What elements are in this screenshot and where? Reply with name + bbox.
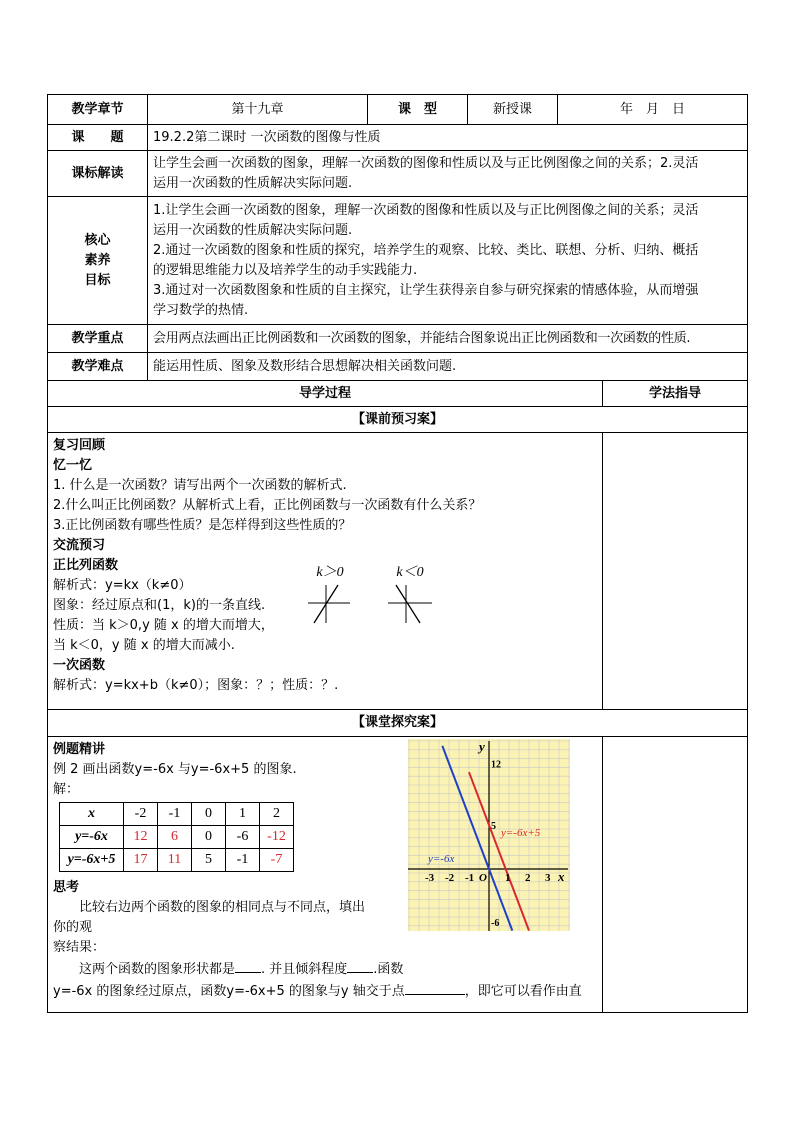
goal-line: 3.通过对一次函数图象和性质的自主探究，让学生获得亲自参与研究探索的情感体验，从而增强 xyxy=(153,282,699,298)
row1-value: 6 xyxy=(158,826,192,849)
fill-text: 这两个函数的图象形状都是 xyxy=(79,962,236,977)
y-tick-label: 5 xyxy=(491,821,496,832)
linear-title: 一次函数 xyxy=(53,658,106,673)
decreasing-line xyxy=(396,585,420,623)
key-point-label: 教学重点 xyxy=(48,325,148,353)
row1-value: 12 xyxy=(124,826,158,849)
review-title: 复习回顾 xyxy=(53,438,106,453)
lesson-plan-table xyxy=(47,94,748,1013)
key-point-text: 会用两点法画出正比例函数和一次函数的图象，并能结合图象说出正比例函数和一次函数的性质. xyxy=(148,325,748,353)
linear-line: 解析式：y=kx+b（k≠0）；图象：？；性质：？. xyxy=(53,678,339,693)
proportional-line: 解析式：y=kx（k≠0） xyxy=(53,578,192,593)
row1-value: -12 xyxy=(260,826,294,849)
blank-slope[interactable] xyxy=(347,958,373,973)
goal-line: 的逻辑思维能力以及培养学生的动手实践能力. xyxy=(153,262,418,278)
standard-text xyxy=(148,151,748,197)
row1-value: -6 xyxy=(226,826,260,849)
solution-label: 解： xyxy=(53,782,80,797)
goals-label-line: 核心 xyxy=(84,232,111,248)
function-graph xyxy=(408,739,570,931)
red-line-label: y=-6x+5 xyxy=(501,826,541,839)
y-tick-label: 12 xyxy=(491,759,501,771)
date-field: 年 月 日 xyxy=(558,95,748,125)
goals-label-line: 素养 xyxy=(84,252,111,268)
think-title: 思考 xyxy=(53,880,80,895)
goal-line: 运用一次函数的性质解决实际问题. xyxy=(153,222,353,238)
think-line: 察结果： xyxy=(53,940,106,955)
fill-text: .函数 xyxy=(373,962,404,977)
row2-value: 5 xyxy=(192,849,226,872)
graph-k-negative xyxy=(384,565,436,625)
goals-label-line: 目标 xyxy=(84,272,111,288)
row2-label: y=-6x+5 xyxy=(60,849,124,872)
proportional-title: 正比列函数 xyxy=(53,558,119,573)
standard-line: 让学生会画一次函数的图象，理解一次函数的图像和性质以及与正比例图像之间的关系；2.灵活 xyxy=(153,155,699,171)
proportional-line: 当 k＜0，y 随 x 的增大而减小. xyxy=(53,638,235,653)
blank-intersection[interactable] xyxy=(405,980,465,995)
exchange-title: 交流预习 xyxy=(53,538,106,553)
explore-content xyxy=(48,737,603,1013)
x-tick-label: -2 xyxy=(445,872,455,884)
think-line: 你的观 xyxy=(53,920,93,935)
method-header: 学法指导 xyxy=(603,381,748,407)
blank-shape[interactable] xyxy=(235,958,261,973)
proportional-line: 性质：当 k＞0,y 随 x 的增大而增大， xyxy=(53,618,274,633)
x-value: 2 xyxy=(260,803,294,826)
x-axis-label: x xyxy=(558,869,565,884)
difficulty-text: 能运用性质、图象及数形结合思想解决相关函数问题. xyxy=(148,353,748,381)
x-tick-label: 2 xyxy=(525,872,531,884)
y-tick-label: -6 xyxy=(491,917,500,929)
fill-line xyxy=(53,958,597,980)
preview-content xyxy=(48,433,603,710)
question-line: 1. 什么是一次函数？请写出两个一次函数的解析式. xyxy=(53,478,347,493)
topic-value: 19.2.2第二课时 一次函数的图像与性质 xyxy=(148,125,748,151)
question-line: 3.正比例函数有哪些性质？是怎样得到这些性质的？ xyxy=(53,518,352,533)
graph-k-negative-svg xyxy=(384,581,436,625)
chapter-label: 教学章节 xyxy=(48,95,148,125)
recall-title: 忆一忆 xyxy=(53,458,93,473)
fill-text: y=-6x 的图象经过原点，函数y=-6x+5 的图象与y 轴交于点 xyxy=(53,984,405,999)
x-tick-label: 3 xyxy=(545,872,551,884)
graph-k-positive xyxy=(304,565,356,625)
question-line: 2.什么叫正比例函数？从解析式上看，正比例函数与一次函数有什么关系？ xyxy=(53,498,482,513)
blue-line-label: y=-6x xyxy=(428,853,455,866)
row1-value: 0 xyxy=(192,826,226,849)
standard-label: 课标解读 xyxy=(48,151,148,197)
example-title: 例题精讲 xyxy=(53,742,106,757)
goal-line: 1.让学生会画一次函数的图象，理解一次函数的图像和性质以及与正比例图像之间的关系；灵活 xyxy=(153,202,699,218)
x-label: x xyxy=(60,803,124,826)
type-value: 新授课 xyxy=(468,95,558,125)
preview-section-title: 【课前预习案】 xyxy=(48,407,748,433)
difficulty-label: 教学难点 xyxy=(48,353,148,381)
fill-text: . 并且倾斜程度 xyxy=(261,962,348,977)
k-negative-label: k＜0 xyxy=(396,565,424,580)
graph-k-positive-svg xyxy=(304,581,356,625)
method-guide-explore xyxy=(603,737,748,1013)
x-tick-label: 1 xyxy=(505,872,511,884)
topic-label: 课 题 xyxy=(48,125,148,151)
x-value: -2 xyxy=(124,803,158,826)
goal-line: 2.通过一次函数的图象和性质的探究，培养学生的观察、比较、类比、联想、分析、归纳、概括 xyxy=(153,242,699,258)
fill-text: ，即它可以看作由直 xyxy=(464,984,582,999)
goals-text xyxy=(148,197,748,325)
proportional-line: 图象：经过原点和(1，k)的一条直线. xyxy=(53,598,266,613)
row2-value: -7 xyxy=(260,849,294,872)
think-line: 比较右边两个函数的图象的相同点与不同点，填出 xyxy=(79,900,366,915)
process-header: 导学过程 xyxy=(48,381,603,407)
standard-line: 运用一次函数的性质解决实际问题. xyxy=(153,175,353,191)
x-tick-label: -3 xyxy=(425,872,435,884)
x-tick-label: O xyxy=(479,872,487,884)
type-label: 课 型 xyxy=(368,95,468,125)
goals-label xyxy=(48,197,148,325)
fill-line xyxy=(53,980,597,1002)
row2-value: 17 xyxy=(124,849,158,872)
chapter-value: 第十九章 xyxy=(148,95,368,125)
x-tick-label: -1 xyxy=(465,872,475,884)
row2-value: 11 xyxy=(158,849,192,872)
explore-section-title: 【课堂探究案】 xyxy=(48,710,748,737)
row2-value: -1 xyxy=(226,849,260,872)
value-table xyxy=(59,802,294,872)
x-value: -1 xyxy=(158,803,192,826)
k-positive-label: k＞0 xyxy=(316,565,344,580)
row1-label: y=-6x xyxy=(60,826,124,849)
method-guide-preview xyxy=(603,433,748,710)
example-line: 例 2 画出函数y=-6x 与y=-6x+5 的图象. xyxy=(53,762,297,777)
function-graph-svg xyxy=(408,739,570,931)
goal-line: 学习数学的热情. xyxy=(153,302,249,318)
x-value: 1 xyxy=(226,803,260,826)
x-value: 0 xyxy=(192,803,226,826)
y-axis-label: y xyxy=(479,739,485,754)
